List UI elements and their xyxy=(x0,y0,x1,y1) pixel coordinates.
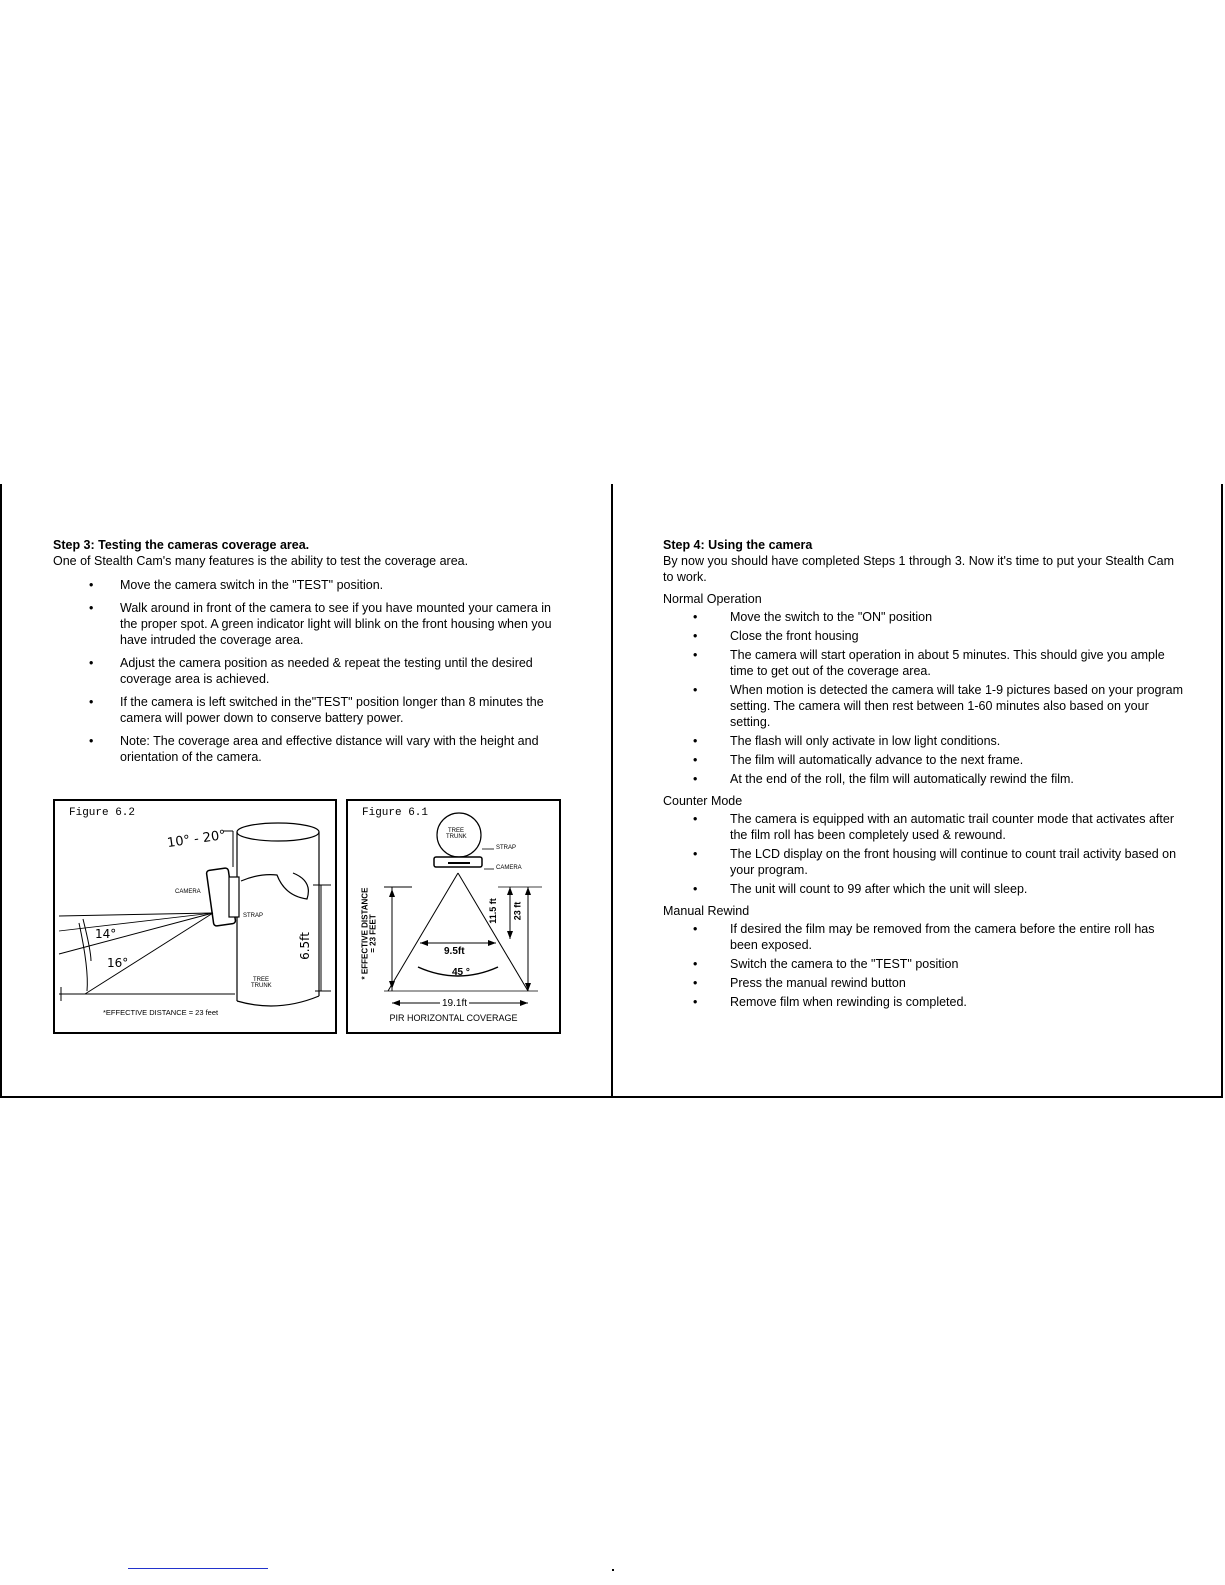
width-19-1-label: 19.1ft xyxy=(442,998,468,1009)
footer-mark xyxy=(612,1569,614,1571)
bullet-icon: • xyxy=(693,812,698,826)
list-item: • Adjust the camera position as needed & repeat the testing until the desired coverage area is achieved. xyxy=(89,656,533,686)
bullet-icon: • xyxy=(693,610,698,624)
list-item: • Move the camera switch in the "TEST" position. xyxy=(89,578,384,592)
step3-bullet-list xyxy=(53,577,563,765)
angle-45-label: 45 ° xyxy=(452,967,470,978)
bullet-icon: • xyxy=(693,772,698,786)
manual-rewind-list xyxy=(663,921,1183,1010)
figure-6-2-label: Figure 6.2 xyxy=(69,807,136,819)
page-divider xyxy=(611,484,613,1098)
step4-intro: By now you should have completed Steps 1 through 3. Now it's time to put your Stealth Cam to work. xyxy=(663,554,1174,584)
bullet-icon: • xyxy=(693,847,698,861)
list-item: • The film will automatically advance to the next frame. xyxy=(693,753,1024,767)
list-item: • The flash will only activate in low light conditions. xyxy=(693,734,1001,748)
bullet-icon: • xyxy=(693,629,698,643)
list-item: • Walk around in front of the camera to see if you have mounted your camera in the proper spot. A green indicator light will blink on the front housing when you have intruded the coverage area. xyxy=(89,601,552,647)
bullet-icon: • xyxy=(693,922,698,936)
counter-mode-title: Counter Mode xyxy=(663,794,743,808)
pir-caption: PIR HORIZONTAL COVERAGE xyxy=(389,1013,518,1023)
list-item: • Remove film when rewinding is completed. xyxy=(693,995,967,1009)
effective-distance-value: = 23 FEET xyxy=(368,914,378,953)
bullet-icon: • xyxy=(693,648,698,662)
figure-6-2 xyxy=(53,799,337,1034)
distance-11-5-label: 11.5 ft xyxy=(487,898,498,924)
tree-label-2: TRUNK xyxy=(446,834,467,840)
list-item: • The unit will count to 99 after which the unit will sleep. xyxy=(693,882,1028,896)
angle-16-label: 16° xyxy=(107,956,129,970)
list-item: • Press the manual rewind button xyxy=(693,976,906,990)
bullet-icon: • xyxy=(693,995,698,1009)
bullet-icon: • xyxy=(693,957,698,971)
tree-label-2: TRUNK xyxy=(251,983,272,989)
angle-range-label: 10° - 20° xyxy=(166,827,227,852)
bullet-icon: • xyxy=(693,882,698,896)
bullet-icon: • xyxy=(89,734,94,748)
list-item: • At the end of the roll, the film will automatically rewind the film. xyxy=(693,772,1074,786)
list-item: • If the camera is left switched in the"TEST" position longer than 8 minutes the camera will power down to conserve battery power. xyxy=(89,695,544,725)
right-page xyxy=(663,538,1183,1013)
bullet-icon: • xyxy=(693,734,698,748)
list-item: • If desired the film may be removed from the camera before the entire roll has been exposed. xyxy=(693,922,1155,952)
bullet-icon: • xyxy=(89,695,94,709)
bullet-icon: • xyxy=(89,578,94,592)
bullet-icon: • xyxy=(693,976,698,990)
camera-label: CAMERA xyxy=(496,865,522,871)
distance-23-label: 23 ft xyxy=(512,901,523,921)
step4-heading: Step 4: Using the camera xyxy=(663,538,813,552)
bullet-icon: • xyxy=(89,601,94,615)
list-item: • When motion is detected the camera will take 1-9 pictures based on your program setting. The camera will then rest between 1-60 minutes also based on your setting. xyxy=(693,683,1184,729)
figure-6-1-label: Figure 6.1 xyxy=(362,807,429,819)
angle-14-label: 14° xyxy=(95,927,117,941)
list-item: • The camera is equipped with an automatic trail counter mode that activates after the film roll has been completely used & rewound. xyxy=(693,812,1174,842)
effective-distance-label: * EFFECTIVE DISTANCE xyxy=(360,887,370,980)
tree-label-1: TREE xyxy=(448,828,465,834)
list-item: • The LCD display on the front housing will continue to count trail activity based on your program. xyxy=(693,847,1177,877)
height-label: 6.5ft xyxy=(297,932,312,960)
strap-label: STRAP xyxy=(243,913,264,919)
tree-label-1: TREE xyxy=(253,977,270,983)
step3-heading: Step 3: Testing the cameras coverage area. xyxy=(53,538,310,552)
list-item: • Close the front housing xyxy=(693,629,859,643)
list-item: • The camera will start operation in about 5 minutes. This should give you ample time to get out of the coverage area. xyxy=(693,648,1165,678)
strap-label: STRAP xyxy=(496,845,517,851)
list-item: • Switch the camera to the "TEST" position xyxy=(693,957,959,971)
counter-mode-list xyxy=(663,811,1183,897)
bullet-icon: • xyxy=(693,683,698,697)
footer-rule xyxy=(128,1568,268,1569)
camera-label: CAMERA xyxy=(175,889,201,895)
bullet-icon: • xyxy=(89,656,94,670)
list-item: • Move the switch to the "ON" position xyxy=(693,610,933,624)
step3-intro: One of Stealth Cam's many features is the ability to test the coverage area. xyxy=(53,554,469,568)
width-9-5-label: 9.5ft xyxy=(444,946,465,957)
manual-rewind-title: Manual Rewind xyxy=(663,904,750,918)
list-item: • Note: The coverage area and effective distance will vary with the height and orientation of the camera. xyxy=(89,734,539,764)
left-page xyxy=(53,538,563,772)
figure-6-1 xyxy=(346,799,561,1034)
effective-distance-label: *EFFECTIVE DISTANCE = 23 feet xyxy=(103,1008,219,1017)
normal-operation-title: Normal Operation xyxy=(663,592,762,606)
normal-operation-list xyxy=(663,609,1183,787)
bullet-icon: • xyxy=(693,753,698,767)
